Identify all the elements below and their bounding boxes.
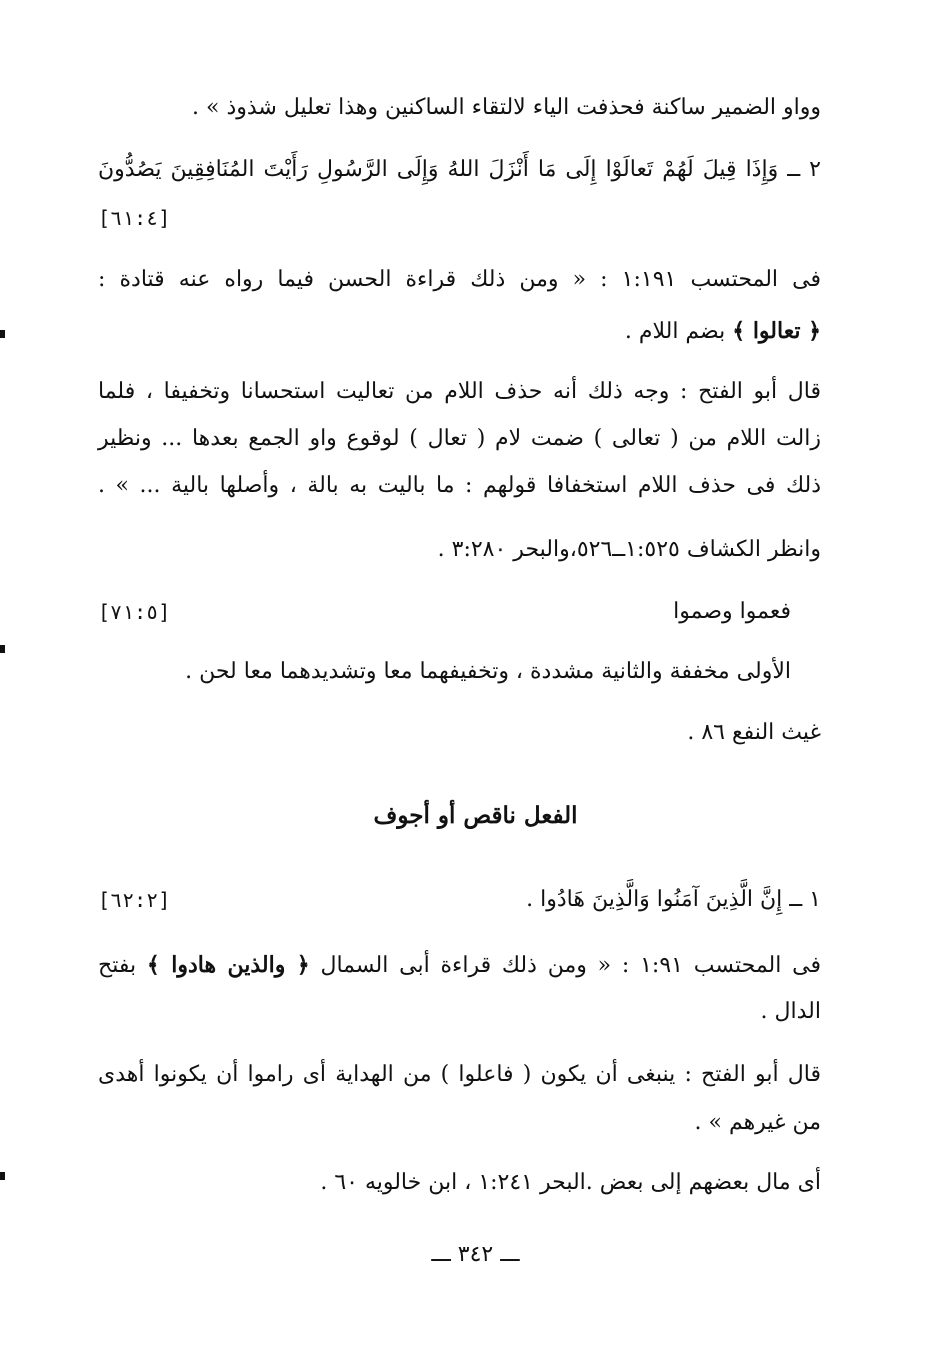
text-line: وواو الضمير ساكنة فحذفت الياء لالتقاء الساكنين وهذا تعليل شذوذ » . xyxy=(192,95,821,120)
text-line xyxy=(98,950,821,981)
section-heading: الفعل ناقص أو أجوف xyxy=(373,802,578,829)
verse-reference: [٦٢:٢] xyxy=(98,888,171,912)
text-line: من غيرهم » . xyxy=(694,1110,821,1135)
quran-verse-line: فعموا وصموا xyxy=(673,599,791,624)
quoted-reading: ﴿ والذين هادوا ﴾ xyxy=(146,952,310,978)
text-line: فى المحتسب ١:١٩١ : « ومن ذلك قراءة الحسن فيما رواه عنه قتادة : xyxy=(98,267,821,292)
scan-margin-mark xyxy=(0,1172,5,1180)
text-line: قال أبو الفتح : وجه ذلك أنه حذف اللام من تعاليت استحسانا وتخفيفا ، فلما xyxy=(98,379,821,404)
quran-verse-line: ١ ــ إِنَّ الَّذِينَ آمَنُوا وَالَّذِينَ هَادُوا . xyxy=(526,887,821,912)
text-line: قال أبو الفتح : ينبغى أن يكون ( فاعلوا ) من الهداية أى راموا أن يكونوا أهدى xyxy=(98,1062,821,1087)
reference-line: أى مال بعضهم إلى بعض .البحر ١:٢٤١ ، ابن خالويه ٦٠ . xyxy=(320,1170,821,1195)
quoted-reading: ﴿ تعالوا ﴾ xyxy=(732,318,821,344)
reference-line: غيث النفع ٨٦ . xyxy=(687,720,821,745)
text-line xyxy=(98,316,821,347)
text-span: فى المحتسب ١:٩١ : « ومن ذلك قراءة أبى السمال xyxy=(309,953,821,978)
page-number: ـــ ٣٤٢ ـــ xyxy=(431,1242,520,1267)
quran-verse-line: ٢ ــ وَإِذَا قِيلَ لَهُمْ تَعالَوْا إِلَى مَا أَنْزَلَ اللهُ وَإِلَى الرَّسُولِ رَأَيْتَ المُنَافِقِينَ يَصُدُّونَ xyxy=(98,157,821,182)
text-line: ذلك فى حذف اللام استخفافا قولهم : ما باليت به بالة ، وأصلها بالية ... » . xyxy=(98,473,821,498)
text-line: زالت اللام من ( تعالى ) ضمت لام ( تعال ) لوقوع واو الجمع بعدها ... ونظير xyxy=(98,426,821,451)
text-span: بفتح xyxy=(98,953,147,978)
scan-margin-mark xyxy=(0,645,5,653)
text-line: الأولى مخففة والثانية مشددة ، وتخفيفهما معا وتشديدهما معا لحن . xyxy=(185,659,791,684)
text-line: الدال . xyxy=(760,999,821,1024)
reference-line: وانظر الكشاف ١:٥٢٥ــ٥٢٦،والبحر ٣:٢٨٠ . xyxy=(437,537,821,562)
scan-margin-mark xyxy=(0,330,5,338)
verse-reference: [٦١:٤] xyxy=(98,206,171,230)
text-span: بضم اللام . xyxy=(624,319,733,344)
verse-reference: [٧١:٥] xyxy=(98,600,171,624)
